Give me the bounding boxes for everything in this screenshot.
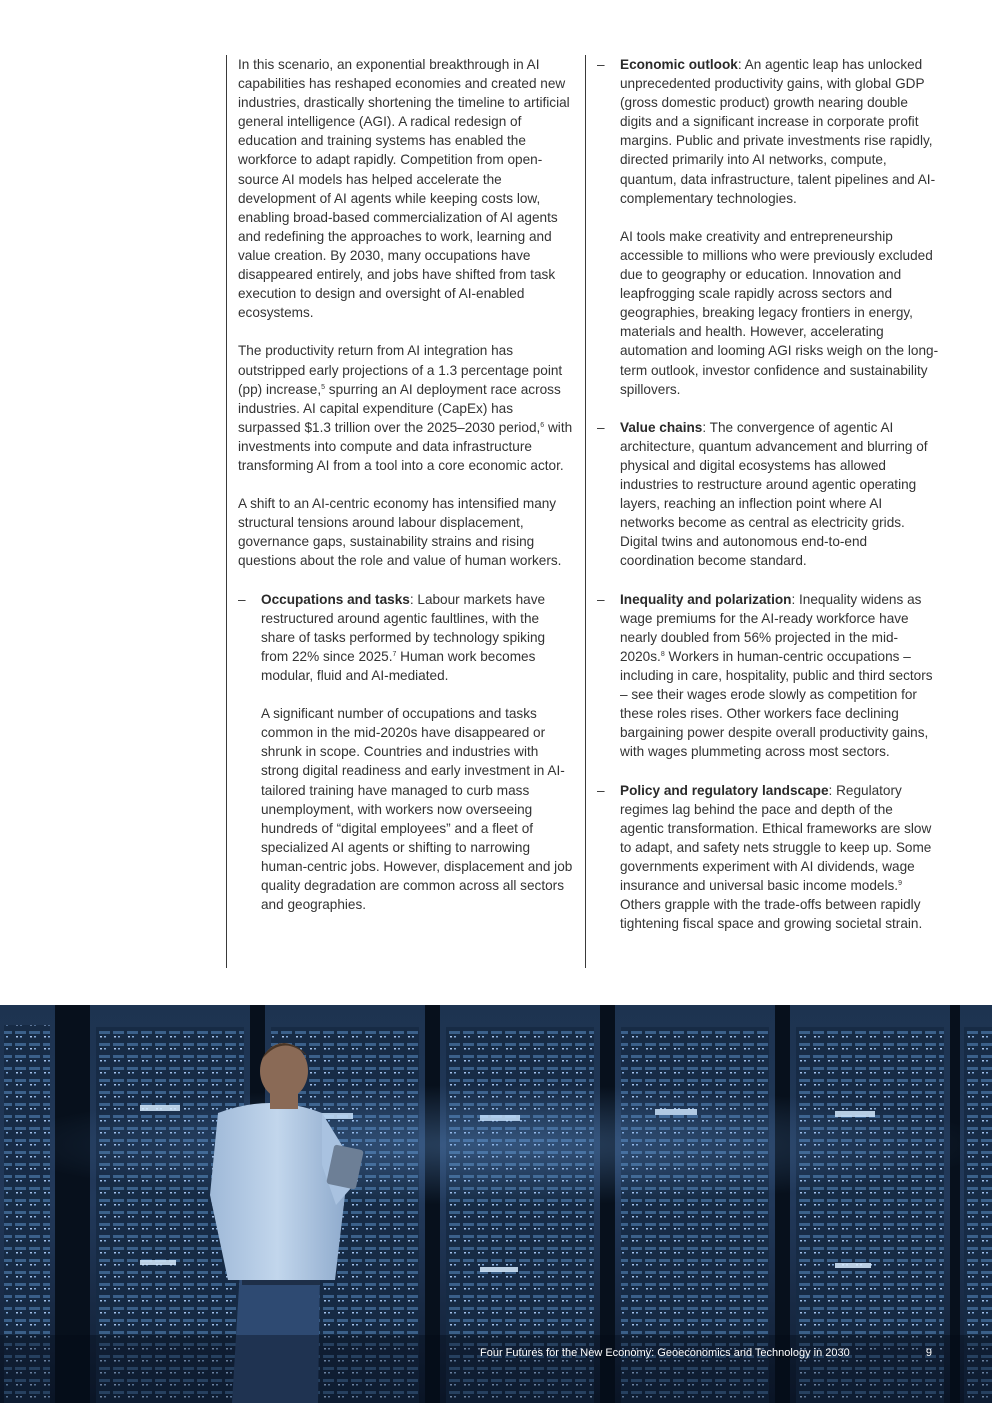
bullet-body: Workers in human-centric occupations – including in care, hospitality, public and third sectors – see their wages erode slowly as competition for these roles rises. Other workers face declining bargaining power despite overall productivity gains, with wages plummeting across most sectors. [620,648,933,760]
paragraph-text: The productivity return from AI integration has outstripped early projections of a 1.3 percentage point (pp) increase, [238,343,563,397]
bullet-dash: – [597,782,605,798]
bullet-body: : The convergence of agentic AI architecture, quantum advancement and blurring of physical and digital ecosystems has allowed industries to restructure around agentic operating layers, reaching an inflection point where AI networks become as central as electricity grids. Digital twins and autonomous end-to-end coordination become standard. [620,419,928,569]
bullet-text [620,781,939,934]
footer-title: Four Futures for the New Economy: Geoeconomics and Technology in 2030 [480,1347,850,1359]
paragraph-text: with investments into compute and data infrastructure transforming AI from a tool into a core economic actor. [238,419,573,473]
bullet-title: Inequality and polarization [620,591,792,607]
bullet-economic-outlook [597,55,939,399]
productivity-paragraph [238,341,576,475]
bullet-text [620,590,939,762]
bullet-body: : Labour markets have restructured around agentic faultlines, with the share of tasks performed by technology spiking from 22% since 2025. [261,591,546,664]
bullet-text [261,590,576,685]
footnote-ref[interactable]: 5 [321,383,326,391]
right-column [597,55,939,952]
bullet-title: Economic outlook [620,57,738,72]
left-column [238,55,576,933]
page-footer [480,1347,940,1359]
footnote-ref[interactable]: 7 [392,650,397,658]
footnote-ref[interactable]: 6 [540,421,545,429]
column-rule-left [226,55,227,968]
bullet-title: Policy and regulatory landscape [620,782,829,798]
bullet-body: : Regulatory regimes lag behind the pace and depth of the agentic transformation. Ethical frameworks are slow to adapt, and safety nets struggle to keep up. Some governments experiment with AI dividends, wage insurance and universal basic income models. [620,782,932,894]
bullet-value-chains [597,418,939,571]
page-number: 9 [925,1347,932,1359]
bullet-paragraph: A significant number of occupations and tasks common in the mid-2020s have disappeared or shrunk in scope. Countries and industries with strong digital readiness and early investment in AI-tailored training have managed to curb mass unemployment, with workers now overseeing hundreds of “digital employees” and a fleet of specialized AI agents or shifting to narrowing human-centric jobs. However, displacement and job quality degradation are common across all sectors and geographies. [261,706,573,913]
bullet-occupations [238,590,576,915]
bullet-dash: – [238,591,246,607]
bullet-policy [597,781,939,934]
footnote-ref[interactable]: 9 [898,880,902,888]
bullet-title: Value chains [620,419,703,435]
bullet-title: Occupations and tasks [261,591,410,607]
bullet-body: : Inequality widens as wage premiums for the AI-ready workforce have nearly doubled from 56% projected in the mid-2020s. [620,591,922,664]
bullet-text [620,418,939,571]
bullet-dash: – [597,419,605,435]
footnote-ref[interactable]: 8 [660,650,665,658]
bullet-body: Others grapple with the trade-offs between rapidly tightening fiscal space and growing societal strain. [620,897,923,932]
bullet-body: Human work becomes modular, fluid and AI-mediated. [261,648,536,683]
bullet-dash: – [597,591,605,607]
server-room-photo [0,1005,992,1403]
bullet-inequality [597,590,939,762]
shift-paragraph: A shift to an AI-centric economy has intensified many structural tensions around labour displacement, governance gaps, sustainability strains and rising questions about the role and value of human workers. [238,496,562,569]
intro-paragraph: In this scenario, an exponential breakthrough in AI capabilities has reshaped economies and created new industries, drastically shortening the timeline to artificial general intelligence (AGI). A radical redesign of education and training systems has enabled the workforce to adapt rapidly. Competition from open-source AI models has helped accelerate the development of AI agents while keeping costs low, enabling broad-based commercialization of AI agents and redefining the approaches to work, learning and value creation. By 2030, many occupations have disappeared entirely, and jobs have shifted from task execution to design and oversight of AI-enabled ecosystems. [238,57,570,321]
paragraph-text: spurring an AI deployment race across industries. AI capital expenditure (CapEx) has surpassed $1.3 trillion over the 2025–2030 period, [238,381,561,435]
bullet-paragraph: AI tools make creativity and entrepreneurship accessible to millions who were previously excluded due to geography or education. Innovation and leapfrogging scale rapidly across sectors and geographies, breaking legacy frontiers in energy, materials and health. However, accelerating automation and looming AGI risks weigh on the long-term outlook, investor confidence and sustainability spillovers. [620,228,939,397]
bullet-dash: – [597,57,605,72]
bullet-body: : An agentic leap has unlocked unprecedented productivity gains, with global GDP (gross domestic product) growth nearing double digits and a significant increase in corporate profit margins. Public and private investments rise rapidly, directed primarily into AI networks, compute, quantum, data infrastructure, talent pipelines and AI-complementary technologies. [620,57,936,206]
bullet-text [620,55,939,208]
server-room-illustration [0,1005,992,1403]
column-rule-right [585,55,586,968]
